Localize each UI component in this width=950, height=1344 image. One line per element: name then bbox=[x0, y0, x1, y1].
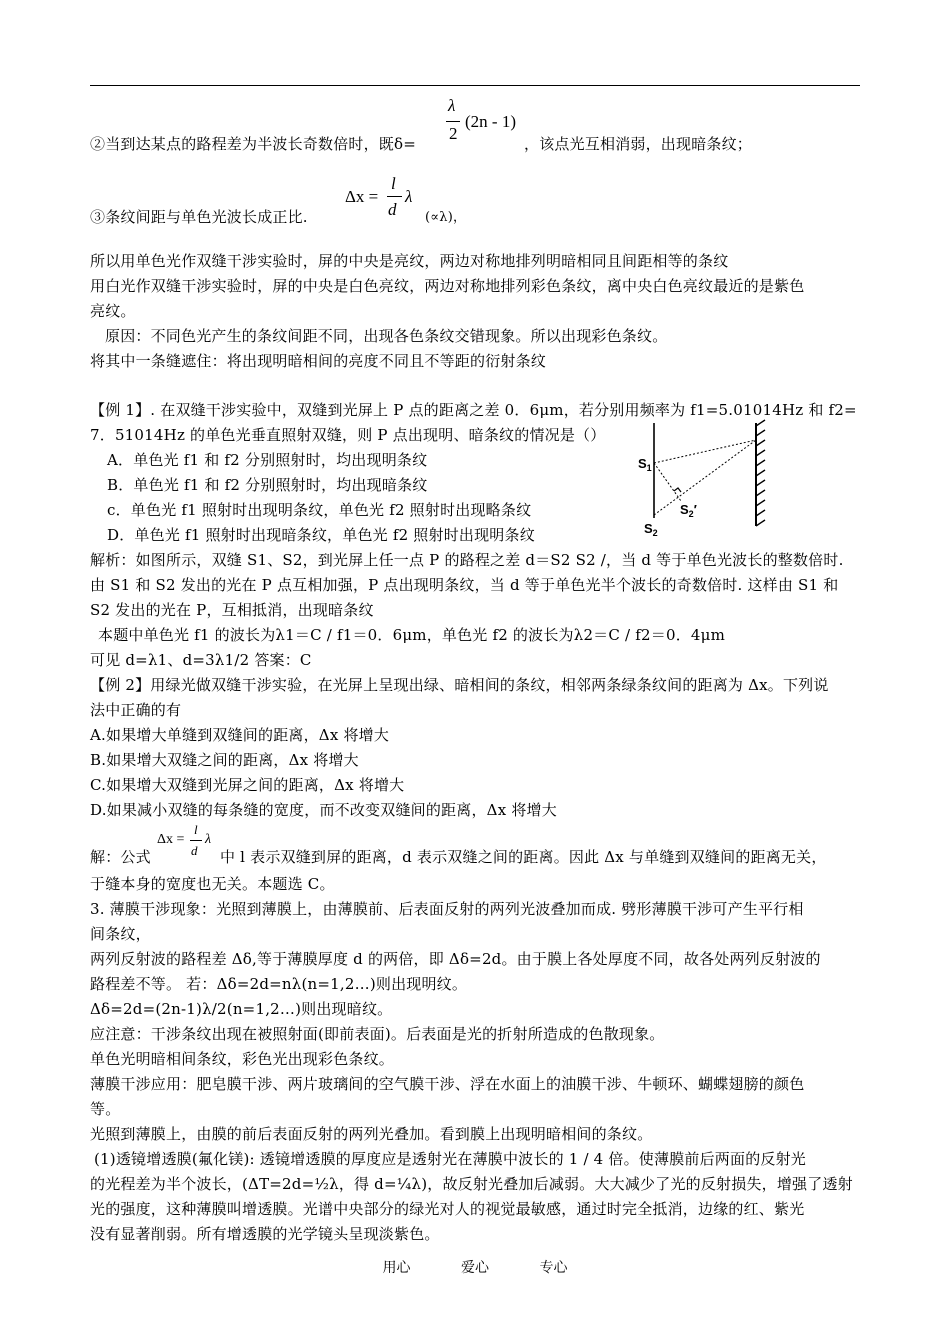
paragraph: 可见 d=λ1、d=3λ1/2 答案：C bbox=[90, 651, 312, 669]
paragraph: 等。 bbox=[90, 1100, 121, 1118]
paragraph: 的光程差为半个波长，(ΔT=2d=½λ，得 d=¼λ)，故反射光叠加后减弱。大大减少了光的反射损失，增强了透射 bbox=[90, 1175, 853, 1193]
screen-hatching bbox=[756, 420, 765, 526]
double-slit-diagram bbox=[634, 418, 774, 538]
footer-word: 专心 bbox=[539, 1260, 568, 1276]
paragraph-continuation: 中 l 表示双缝到屏的距离，d 表示双缝之间的距离。因此 Δx 与单缝到双缝间的距离无关， bbox=[220, 848, 827, 866]
paragraph: 法中正确的有 bbox=[90, 701, 182, 719]
paragraph: 光照到薄膜上，由膜的前后表面反射的两列光叠加。看到膜上出现明暗相间的条纹。 bbox=[90, 1125, 653, 1143]
fraction-bar bbox=[190, 840, 202, 841]
paragraph: 间条纹， bbox=[90, 925, 151, 943]
label-s2: $S_2$ bbox=[644, 521, 658, 538]
example-2-title: 【例 2】用绿光做双缝干涉实验，在光屏上呈现出绿、暗相间的条纹，相邻两条绿条纹间的距离为 Δx。下列说 bbox=[90, 676, 829, 694]
option-b: B.如果增大双缝之间的距离，Δx 将增大 bbox=[90, 751, 359, 769]
formula-denominator: d bbox=[388, 200, 397, 219]
paragraph: 原因：不同色光产生的条纹间距不同，出现各色条纹交错现象。所以出现彩色条纹。 bbox=[105, 327, 668, 345]
paragraph: 亮纹。 bbox=[90, 302, 136, 320]
section-heading: 3. 薄膜干涉现象：光照到薄膜上，由薄膜前、后表面反射的两列光波叠加而成. 劈形薄膜干涉可产生平行相 bbox=[90, 900, 804, 918]
paragraph-continuation: ，该点光互相消弱，出现暗条纹； bbox=[524, 135, 753, 153]
formula-lhs: Δx = bbox=[345, 187, 379, 206]
formula-rhs: λ bbox=[405, 187, 413, 206]
paragraph: 解析：如图所示，双缝 S1、S2，到光屏上任一点 P 的路程之差 d＝S2 S2 /，当 d 等于单色光波长的整数倍时. bbox=[90, 551, 844, 569]
paragraph: 于缝本身的宽度也无关。本题选 C。 bbox=[90, 875, 335, 893]
example-1-title: 【例 1】. 在双缝干涉实验中，双缝到光屏上 P 点的距离之差 0．6μm，若分别用频率为 f1=5.01014Hz 和 f2= bbox=[90, 401, 857, 419]
paragraph: Δδ=2d=(2n-1)λ/2(n=1,2…)则出现暗纹。 bbox=[90, 1000, 393, 1018]
formula-lhs: Δx = bbox=[157, 832, 185, 847]
path-s1 bbox=[654, 440, 756, 463]
perpendicular bbox=[654, 463, 681, 501]
paragraph: 本题中单色光 f1 的波长为λ1＝C / f1＝0．6μm，单色光 f2 的波长为λ2＝C / f2＝0．4μm bbox=[98, 626, 726, 644]
paragraph: 薄膜干涉应用：肥皂膜干涉、两片玻璃间的空气膜干涉、浮在水面上的油膜干涉、牛顿环、蝴蝶翅膀的颜色 bbox=[90, 1075, 805, 1093]
paragraph bbox=[90, 134, 416, 154]
fraction-bar bbox=[387, 196, 402, 197]
paragraph: S2 发出的光在 P，互相抵消，出现暗条纹 bbox=[90, 601, 374, 619]
label-s1: $S_1$ bbox=[638, 456, 652, 473]
formula-rhs: λ bbox=[205, 832, 212, 847]
paragraph: 两列反射波的路程差 Δδ,等于薄膜厚度 d 的两倍，即 Δδ=2d。由于膜上各处厚度不同，故各处两列反射波的 bbox=[90, 950, 821, 968]
paragraph: (1)透镜增透膜(氟化镁): 透镜增透膜的厚度应是透射光在薄膜中波长的 1 / 4 倍。使薄膜前后两面的反射光 bbox=[94, 1150, 806, 1168]
paragraph: 单色光明暗相间条纹，彩色光出现彩色条纹。 bbox=[90, 1050, 395, 1068]
right-angle-mark bbox=[674, 488, 681, 492]
formula-numerator: l bbox=[194, 822, 198, 837]
paragraph-continuation: (∝λ)， bbox=[425, 210, 467, 225]
paragraph: 由 S1 和 S2 发出的光在 P 点互相加强，P 点出现明条纹，当 d 等于单色光半个波长的奇数倍时. 这样由 S1 和 bbox=[90, 576, 839, 594]
option-a: A．单色光 f1 和 f2 分别照射时，均出现明条纹 bbox=[107, 451, 428, 469]
paragraph: 没有显著削弱。所有增透膜的光学镜头呈现淡紫色。 bbox=[90, 1225, 440, 1243]
paragraph: 用白光作双缝干涉实验时，屏的中央是白色亮纹，两边对称地排列彩色条纹，离中央白色亮纹最近的是紫色 bbox=[90, 277, 805, 295]
footer-word: 用心 bbox=[382, 1260, 411, 1276]
page-footer bbox=[0, 1259, 950, 1277]
formula-denominator: 2 bbox=[449, 124, 458, 143]
option-d: D．单色光 f1 照射时出现暗条纹，单色光 f2 照射时出现明条纹 bbox=[107, 526, 535, 544]
formula-numerator: l bbox=[391, 174, 396, 193]
footer-word: 爱心 bbox=[461, 1260, 489, 1276]
paragraph: 光的强度，这种薄膜叫增透膜。光谱中央部分的绿光对人的视觉最敏感，通过时完全抵消，边缘的红、紫光 bbox=[90, 1200, 805, 1218]
formula-numerator: λ bbox=[448, 96, 456, 115]
header-rule bbox=[90, 85, 860, 86]
paragraph: 所以用单色光作双缝干涉实验时，屏的中央是亮纹，两边对称地排列明暗相同且间距相等的条纹 bbox=[90, 252, 729, 270]
option-d: D.如果减小双缝的每条缝的宽度，而不改变双缝间的距离，Δx 将增大 bbox=[90, 801, 557, 819]
formula-tail: (2n - 1) bbox=[465, 112, 516, 131]
text-run: ②当到达某点的路程差为半波长奇数倍时，既δ= bbox=[90, 135, 417, 153]
label-s2-prime: $S_2'$ bbox=[680, 502, 697, 519]
paragraph: 7．51014Hz 的单色光垂直照射双缝，则 P 点出现明、暗条纹的情况是（） bbox=[90, 426, 606, 444]
option-c: c．单色光 f1 照射时出现明条纹，单色光 f2 照射时出现略条纹 bbox=[107, 501, 532, 519]
paragraph: 应注意：干涉条纹出现在被照射面(即前表面)。后表面是光的折射所造成的色散现象。 bbox=[90, 1025, 665, 1043]
option-a: A.如果增大单缝到双缝间的距离，Δx 将增大 bbox=[90, 726, 390, 744]
paragraph: 将其中一条缝遮住：将出现明暗相间的亮度不同且不等距的衍射条纹 bbox=[90, 352, 547, 370]
paragraph: ③条纹间距与单色光波长成正比. bbox=[90, 208, 308, 226]
option-b: B．单色光 f1 和 f2 分别照射时，均出现暗条纹 bbox=[107, 476, 428, 494]
option-c: C.如果增大双缝到光屏之间的距离，Δx 将增大 bbox=[90, 776, 405, 794]
paragraph: 解：公式 bbox=[90, 848, 151, 866]
fraction-bar bbox=[446, 121, 460, 122]
paragraph: 路程差不等。 若：Δδ=2d=nλ(n=1,2…)则出现明纹。 bbox=[90, 975, 468, 993]
formula-denominator: d bbox=[191, 843, 198, 858]
